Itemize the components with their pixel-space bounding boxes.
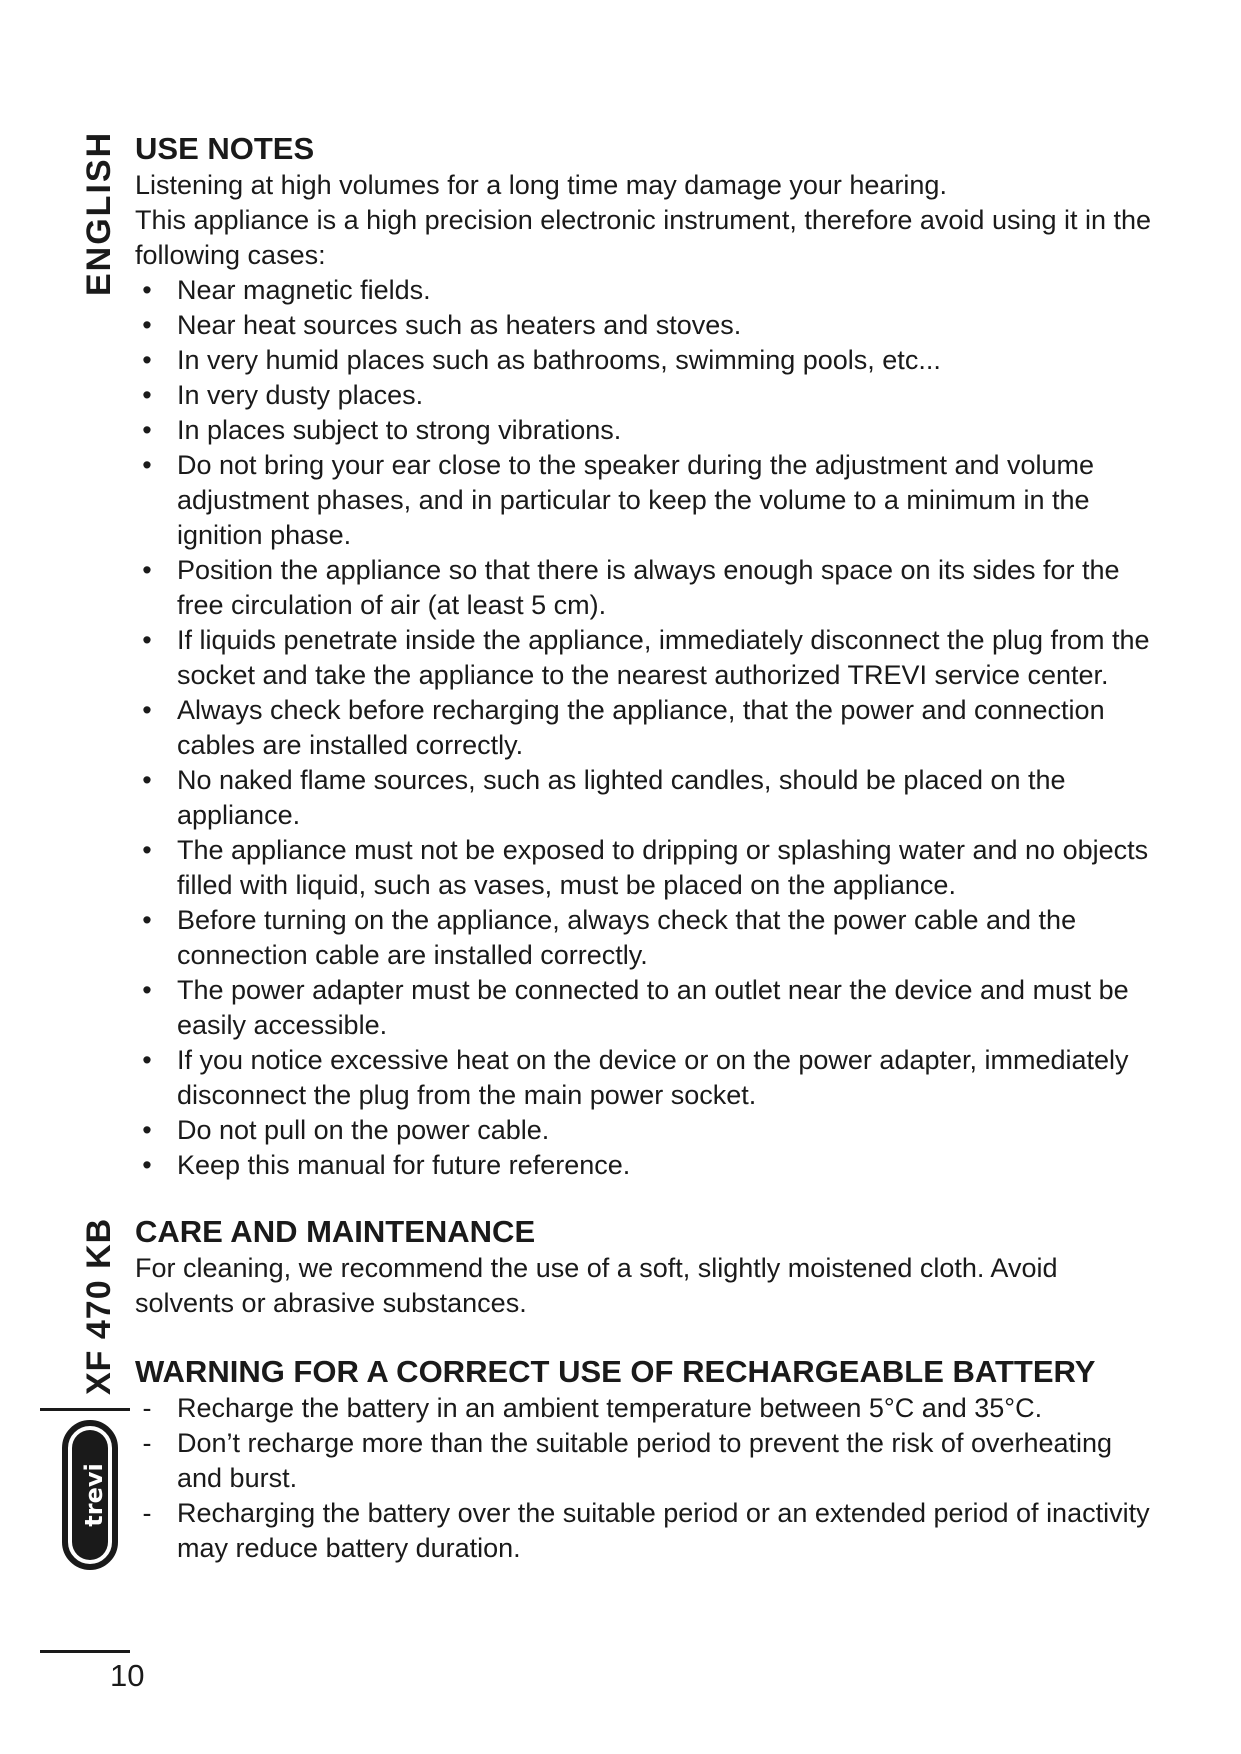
care-text: For cleaning, we recommend the use of a soft, slightly moistened cloth. Avoid solvents or abrasive substances. [135, 1253, 1058, 1318]
battery-warning-item-text: Recharge the battery in an ambient temperature between 5°C and 35°C. [177, 1393, 1043, 1423]
language-label: ENGLISH [80, 130, 118, 296]
use-notes-list [135, 273, 1155, 1183]
care-title: CARE AND MAINTENANCE [135, 1214, 536, 1249]
footer-divider [40, 1650, 130, 1653]
use-note-item-text: In very humid places such as bathrooms, swimming pools, etc... [177, 345, 941, 375]
battery-warning-item [135, 1496, 1155, 1566]
use-notes-intro-2: This appliance is a high precision electronic instrument, therefore avoid using it in the following cases: [135, 205, 1152, 270]
use-note-item [135, 343, 1155, 378]
bullet-marker: • [142, 765, 152, 795]
bullet-marker: - [142, 1393, 152, 1423]
bullet-marker: • [142, 275, 152, 305]
bullet-marker: • [142, 380, 152, 410]
use-notes-title: USE NOTES [135, 131, 315, 166]
use-note-item [135, 413, 1155, 448]
use-note-item-text: Position the appliance so that there is always enough space on its sides for the free circulation of air (at least 5 cm). [177, 555, 1120, 620]
use-note-item-text: In places subject to strong vibrations. [177, 415, 622, 445]
use-note-item-text: If you notice excessive heat on the device or on the power adapter, immediately disconnect the plug from the main power socket. [177, 1045, 1129, 1110]
bullet-marker: • [142, 905, 152, 935]
use-note-item [135, 1043, 1155, 1113]
bullet-marker: • [142, 415, 152, 445]
use-notes-intro-1: Listening at high volumes for a long time may damage your hearing. [135, 170, 947, 200]
battery-warning-item [135, 1391, 1155, 1426]
bullet-marker: • [142, 310, 152, 340]
bullet-marker: - [142, 1498, 152, 1528]
trevi-logo [62, 1420, 118, 1570]
bullet-marker: • [142, 695, 152, 725]
use-note-item [135, 763, 1155, 833]
use-note-item-text: Keep this manual for future reference. [177, 1150, 631, 1180]
battery-warning-title: WARNING FOR A CORRECT USE OF RECHARGEABLE BATTERY [135, 1354, 1096, 1389]
use-note-item [135, 1113, 1155, 1148]
use-note-item-text: In very dusty places. [177, 380, 424, 410]
bullet-marker: • [142, 1045, 152, 1075]
use-note-item [135, 308, 1155, 343]
battery-warning-list [135, 1391, 1155, 1566]
bullet-marker: - [142, 1428, 152, 1458]
use-note-item-text: Near magnetic fields. [177, 275, 431, 305]
use-note-item-text: Near heat sources such as heaters and stoves. [177, 310, 742, 340]
use-note-item-text: Before turning on the appliance, always check that the power cable and the connection cable are installed correctly. [177, 905, 1077, 970]
use-note-item [135, 693, 1155, 763]
use-note-item-text: Always check before recharging the appliance, that the power and connection cables are installed correctly. [177, 695, 1105, 760]
use-note-item-text: No naked flame sources, such as lighted candles, should be placed on the appliance. [177, 765, 1066, 830]
use-note-item [135, 1148, 1155, 1183]
use-note-item-text: If liquids penetrate inside the appliance, immediately disconnect the plug from the socket and take the appliance to the nearest authorized TREVI service center. [177, 625, 1150, 690]
battery-warning-item-text: Recharging the battery over the suitable period or an extended period of inactivity may reduce battery duration. [177, 1498, 1150, 1563]
bullet-marker: • [142, 345, 152, 375]
use-note-item-text: Do not pull on the power cable. [177, 1115, 550, 1145]
use-note-item-text: The appliance must not be exposed to dripping or splashing water and no objects filled with liquid, such as vases, must be placed on the appliance. [177, 835, 1149, 900]
use-note-item [135, 273, 1155, 308]
bullet-marker: • [142, 555, 152, 585]
use-note-item [135, 903, 1155, 973]
use-note-item-text: The power adapter must be connected to an outlet near the device and must be easily accessible. [177, 975, 1129, 1040]
use-note-item [135, 973, 1155, 1043]
battery-warning-item-text: Don’t recharge more than the suitable period to prevent the risk of overheating and burst. [177, 1428, 1113, 1493]
bullet-marker: • [142, 625, 152, 655]
use-note-item [135, 553, 1155, 623]
page-number: 10 [110, 1658, 145, 1693]
battery-warning-section [135, 1353, 1155, 1566]
use-note-item [135, 448, 1155, 553]
use-note-item [135, 833, 1155, 903]
bullet-marker: • [142, 975, 152, 1005]
use-note-item [135, 623, 1155, 693]
use-note-item [135, 378, 1155, 413]
logo-wordmark: trevi [80, 1463, 108, 1527]
model-label: XF 470 KB [80, 1217, 118, 1395]
sidebar-divider-top [40, 1408, 130, 1411]
main-content [135, 130, 1155, 1566]
bullet-marker: • [142, 835, 152, 865]
use-notes-section [135, 130, 1155, 1183]
use-note-item-text: Do not bring your ear close to the speaker during the adjustment and volume adjustment phases, and in particular to keep the volume to a minimum in the ignition phase. [177, 450, 1095, 550]
battery-warning-item [135, 1426, 1155, 1496]
bullet-marker: • [142, 1150, 152, 1180]
bullet-marker: • [142, 450, 152, 480]
care-section [135, 1213, 1155, 1321]
bullet-marker: • [142, 1115, 152, 1145]
